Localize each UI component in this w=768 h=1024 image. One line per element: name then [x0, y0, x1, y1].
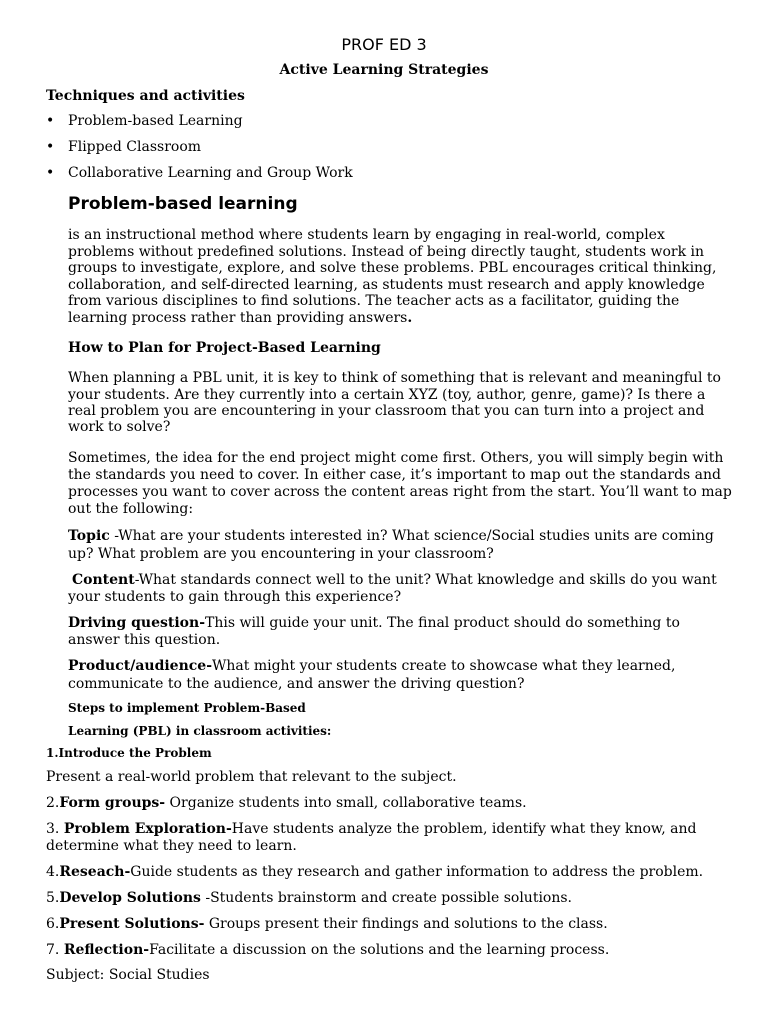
planning-element-driving-question	[68, 615, 680, 632]
step-1-title: 1.Introduce the Problem	[46, 746, 212, 760]
planning-element-topic	[68, 528, 714, 545]
step-number: 5.	[46, 890, 60, 906]
bullet-item-label: Flipped Classroom	[68, 139, 202, 155]
bullet-item	[46, 165, 353, 182]
step-number: 2.	[46, 795, 60, 811]
planning-approach-line: out the following:	[68, 501, 194, 517]
planning-heading: How to Plan for Project-Based Learning	[68, 340, 381, 356]
planning-element-product-audience	[68, 658, 675, 675]
planning-element-term: Topic	[68, 528, 110, 544]
step-term: Form groups-	[59, 795, 166, 811]
bullet-item	[46, 113, 243, 130]
step-text: determine what they need to learn.	[46, 838, 297, 854]
planning-element-term: Driving question-	[68, 615, 205, 631]
step-term: Present Solutions-	[59, 916, 205, 932]
bullet-item-label: Collaborative Learning and Group Work	[68, 165, 353, 181]
pbl-definition-text: learning process rather than providing answers	[68, 310, 408, 326]
techniques-heading: Techniques and activities	[46, 88, 245, 104]
pbl-definition-line: groups to investigate, explore, and solve these problems. PBL encourages critical thinking,	[68, 260, 717, 276]
bullet-item-label: Problem-based Learning	[68, 113, 243, 129]
bullet-icon: •	[46, 139, 55, 155]
document-title: Active Learning Strategies	[279, 62, 489, 78]
planning-approach-line: the standards you need to cover. In either case, it’s important to map out the standards and	[68, 467, 721, 483]
step-item	[46, 795, 527, 812]
step-text: Have students analyze the problem, identify what they know, and	[231, 821, 697, 837]
pbl-definition-period: .	[407, 310, 413, 326]
planning-intro-line: When planning a PBL unit, it is key to think of something that is relevant and meaningful to	[68, 370, 721, 386]
planning-element-text: answer this question.	[68, 632, 221, 648]
step-term: Reseach-	[59, 864, 131, 880]
step-text: Organize students into small, collaborative teams.	[165, 795, 527, 811]
planning-intro-line: work to solve?	[68, 419, 171, 435]
pbl-definition-line	[68, 310, 412, 327]
step-1-text: Present a real-world problem that relevant to the subject.	[46, 769, 457, 785]
planning-element-text: up? What problem are you encountering in your classroom?	[68, 546, 494, 562]
planning-element-text: -What are your students interested in? What science/Social studies units are coming	[109, 528, 714, 544]
planning-intro-line: your students. Are they currently into a certain XYZ (toy, author, genre, game)? Is there a	[68, 387, 706, 403]
planning-element-content	[72, 572, 717, 589]
planning-element-text: What might your students create to showcase what they learned,	[212, 658, 676, 674]
step-text: Facilitate a discussion on the solutions and the learning process.	[149, 942, 610, 958]
step-item	[46, 916, 608, 933]
pbl-heading: Problem-based learning	[68, 194, 298, 214]
bullet-icon: •	[46, 113, 55, 129]
step-number: 3.	[46, 821, 64, 837]
pbl-definition-line: is an instructional method where students learn by engaging in real-world, complex	[68, 227, 665, 243]
planning-approach-line: processes you want to cover across the content areas right from the start. You’ll want to map	[68, 484, 732, 500]
planning-element-term: Content	[72, 572, 135, 588]
planning-approach-line: Sometimes, the idea for the end project might come first. Others, you will simply begin with	[68, 450, 724, 466]
planning-element-term: Product/audience-	[68, 658, 212, 674]
step-text: Groups present their findings and solutions to the class.	[204, 916, 608, 932]
step-number: 4.	[46, 864, 60, 880]
planning-element-text: -What standards connect well to the unit? What knowledge and skills do you want	[134, 572, 717, 588]
planning-element-text: communicate to the audience, and answer the driving question?	[68, 676, 525, 692]
steps-heading: Steps to implement Problem-Based	[68, 701, 306, 715]
pbl-definition-line: collaboration, and self-directed learning, as students must research and apply knowledge	[68, 277, 705, 293]
step-item	[46, 942, 609, 959]
step-item	[46, 890, 572, 907]
pbl-definition-line: problems without predefined solutions. Instead of being directly taught, students work in	[68, 244, 705, 260]
planning-element-text: This will guide your unit. The final product should do something to	[205, 615, 680, 631]
step-term: Problem Exploration-	[63, 821, 232, 837]
planning-element-text: your students to gain through this experience?	[68, 589, 402, 605]
step-text: Guide students as they research and gather information to address the problem.	[130, 864, 704, 880]
pbl-definition-line: from various disciplines to find solutions. The teacher acts as a facilitator, guiding the	[68, 293, 680, 309]
step-term: Reflection-	[63, 942, 150, 958]
subject-line: Subject: Social Studies	[46, 967, 210, 983]
step-text: -Students brainstorm and create possible solutions.	[200, 890, 573, 906]
step-item	[46, 864, 703, 881]
step-item	[46, 821, 696, 838]
step-number: 7.	[46, 942, 64, 958]
bullet-icon: •	[46, 165, 55, 181]
bullet-item	[46, 139, 201, 156]
planning-intro-line: real problem you are encountering in your classroom that you can turn into a project and	[68, 403, 705, 419]
steps-heading: Learning (PBL) in classroom activities:	[68, 724, 332, 738]
step-term: Develop Solutions	[59, 890, 201, 906]
step-number: 6.	[46, 916, 60, 932]
course-code: PROF ED 3	[341, 35, 427, 54]
